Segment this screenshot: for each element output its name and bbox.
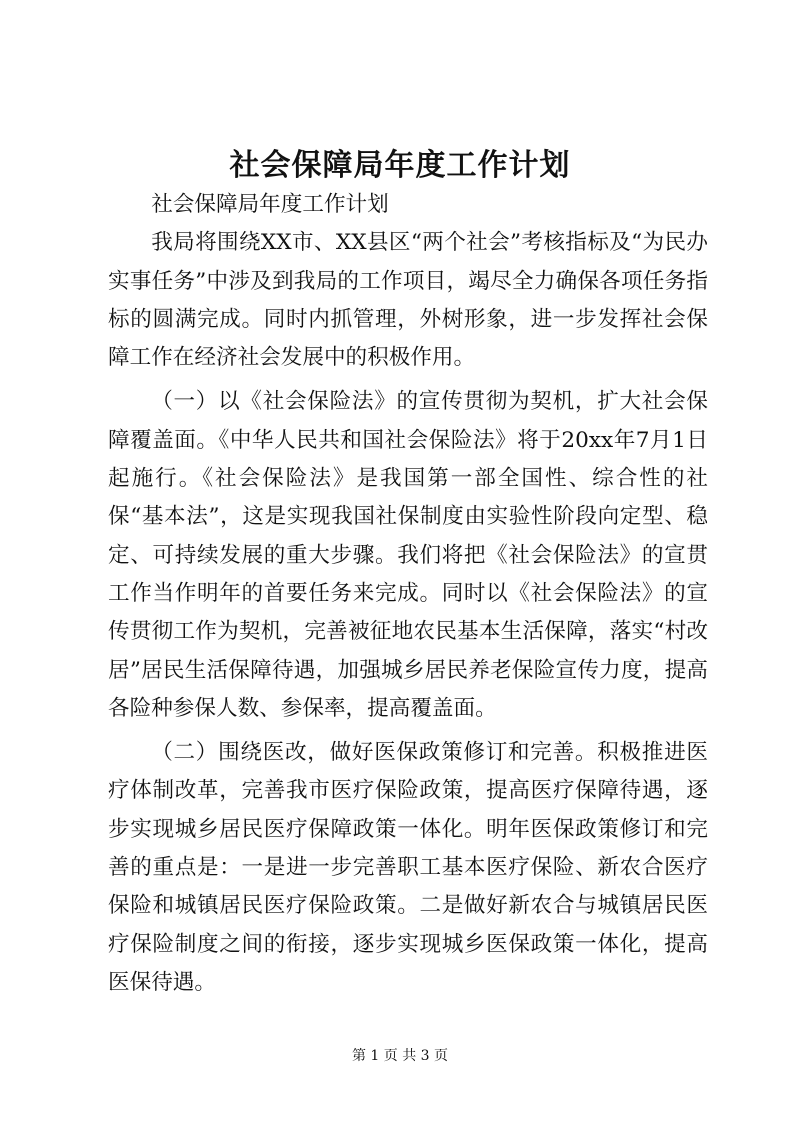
paragraph-section-1: （一）以《社会保险法》的宣传贯彻为契机，扩大社会保障覆盖面。《中华人民共和国社会保险法》将于20xx年7月1日起施行。《社会保险法》是我国第一部全国性、综合性的社保“基本法”，这是实现我国社保制度由实验性阶段向定型、稳定、可持续发展的重大步骤。我们将把《社会保险法》的宣贯工作当作明年的首要任务来完成。同时以《社会保险法》的宣传贯彻工作为契机，完善被征地农民基本生活保障，落实“村改居”居民生活保障待遇，加强城乡居民养老保险宣传力度，提高各险种参保人数、参保率，提高覆盖面。 — [108, 389, 708, 721]
paragraph-intro: 我局将围绕XX市、XX县区“两个社会”考核指标及“为民办实事任务”中涉及到我局的工作项目，竭尽全力确保各项任务指标的圆满完成。同时内抓管理，外树形象，进一步发挥社会保障工作在经济社会发展中的积极作用。 — [108, 230, 708, 371]
document-body — [108, 186, 708, 1002]
page-number-footer: 第 1 页 共 3 页 — [351, 1048, 449, 1064]
page-title: 社会保障局年度工作计划 — [229, 148, 571, 183]
document-subtitle: 社会保障局年度工作计划 — [151, 192, 389, 217]
paragraph-section-2: （二）围绕医改，做好医保政策修订和完善。积极推进医疗体制改革，完善我市医疗保险政策，提高医疗保障待遇，逐步实现城乡居民医疗保障政策一体化。明年医保政策修订和完善的重点是：一是进一步完善职工基本医疗保险、新农合医疗保险和城镇居民医疗保险政策。二是做好新农合与城镇居民医疗保险制度之间的衔接，逐步实现城乡医保政策一体化，提高医保待遇。 — [108, 740, 708, 995]
